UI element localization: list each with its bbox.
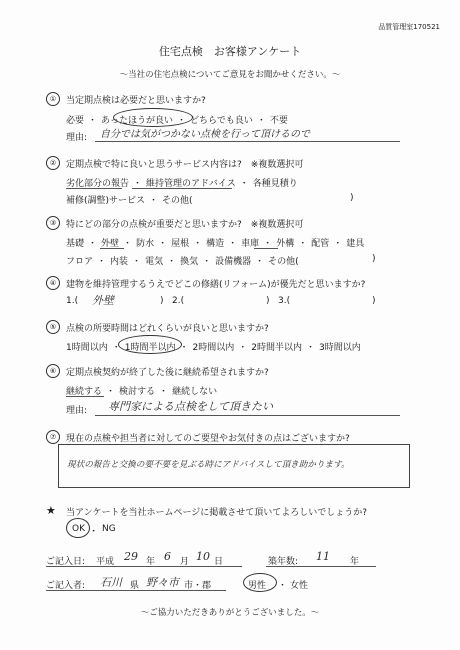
separator-dot: ・: [176, 116, 186, 126]
gender-selection-mark: [243, 573, 277, 592]
separator-dot: ・: [239, 179, 249, 189]
q3-wall-underline: [100, 248, 124, 249]
q6-reason-underline: [95, 415, 400, 416]
q3-option-floor[interactable]: フロア: [66, 257, 94, 267]
page-title: 住宅点検 お客様アンケート: [158, 45, 302, 58]
date-month-unit: 月: [180, 557, 190, 567]
separator-dot: ・: [133, 179, 143, 189]
building-age-value[interactable]: 11: [316, 550, 330, 563]
q5-option-3h[interactable]: 3時間以内: [319, 343, 361, 353]
q3-option-structure[interactable]: 構造: [206, 239, 225, 249]
writer-label: ご記入者:: [46, 581, 86, 591]
separator-dot: ・: [89, 527, 99, 537]
date-day-unit: 日: [214, 557, 224, 567]
date-month-value[interactable]: 6: [164, 550, 171, 563]
separator-dot: ・: [97, 257, 107, 267]
separator-dot: ・: [106, 387, 116, 397]
q6-option-discontinue[interactable]: 継続しない: [172, 387, 218, 397]
q2-options-line2: [66, 193, 193, 206]
q4-slot1-open: 1.(: [66, 296, 79, 306]
separator-dot: ・: [159, 387, 169, 397]
q4-slot1-close: ): [160, 296, 164, 306]
date-year-unit: 年: [146, 557, 156, 567]
separator-dot: ・: [158, 239, 168, 249]
building-age-unit: 年: [350, 557, 360, 567]
thanks-message: ～ご協力いただきありがとうございました。～: [140, 608, 320, 618]
q1-reason-underline: [95, 141, 400, 142]
q3-option-waterproof[interactable]: 防水: [136, 239, 155, 249]
city-value[interactable]: 野々市: [146, 576, 179, 589]
separator-dot: ・: [123, 239, 133, 249]
q1-option-unneeded[interactable]: 不要: [269, 116, 288, 126]
separator-dot: ・: [305, 343, 315, 353]
address-underline: [46, 590, 226, 591]
separator-dot: ・: [255, 257, 265, 267]
q4-question: 建物を維持管理するうえでどこの修繕(リフォーム)が優先だと思いますか?: [66, 280, 366, 290]
q7-answer-text: 現状の報告と交換の要不要を見ぶる時にアドバイスして頂き助かります。: [67, 460, 350, 470]
gender-female[interactable]: 女性: [290, 581, 309, 591]
q3-option-fittings[interactable]: 建具: [346, 239, 365, 249]
q5-option-2-5h[interactable]: 2時間半以内: [251, 343, 302, 353]
q2-advice-underline: [132, 188, 232, 189]
q1-option-either[interactable]: どちらでも良い: [189, 116, 253, 126]
separator-dot: ・: [298, 239, 308, 249]
q3-option-equipment[interactable]: 設備機器: [215, 257, 252, 267]
q1-reason-answer[interactable]: 自分では気がつかない点検を行って頂けるので: [100, 129, 310, 140]
q4-slot2-close: ): [266, 296, 270, 306]
date-underline: [46, 566, 242, 567]
separator-dot: ・: [202, 257, 212, 267]
q5-number: ⑤: [46, 320, 60, 334]
q2-question: 定期点検で特に良いと思うサービス内容は? ※複数選択可: [66, 160, 304, 170]
star-icon: ★: [46, 504, 56, 517]
q4-slot3-open: 3.(: [278, 296, 291, 306]
building-age-underline: [266, 566, 376, 567]
q3-other-close: ): [372, 254, 376, 264]
q3-option-piping[interactable]: 配管: [311, 239, 330, 249]
q4-answer1[interactable]: 外壁: [92, 294, 114, 307]
page-subtitle: ～当社の住宅点検についてご意見をお聞かせください。～: [119, 70, 341, 80]
separator-dot: ・: [88, 239, 98, 249]
separator-dot: ・: [238, 343, 248, 353]
separator-dot: ・: [193, 239, 203, 249]
prefecture-value[interactable]: 石川: [100, 576, 122, 589]
q5-option-1h[interactable]: 1時間以内: [66, 343, 108, 353]
q2-number: ②: [46, 156, 60, 170]
q6-continue-underline: [66, 396, 104, 397]
q5-option-1-5h[interactable]: 1時間半以内: [124, 343, 176, 353]
separator-dot: ・: [256, 116, 266, 126]
q2-report-underline: [66, 188, 122, 189]
q2-option-report[interactable]: 劣化部分の報告: [66, 179, 130, 189]
q4-slot2-open: 2.(: [172, 296, 185, 306]
q3-option-ventilation[interactable]: 換気: [180, 257, 199, 267]
q7-question: 現在の点検や担当者に対してのご要望やお気付きの点はございますか?: [66, 434, 350, 444]
separator-dot: ・: [179, 343, 189, 353]
q5-option-2h[interactable]: 2時間以内: [192, 343, 235, 353]
q3-option-garage[interactable]: 車庫: [241, 239, 260, 249]
q4-number: ④: [46, 276, 60, 290]
control-number: 品質管理室170521: [378, 23, 440, 31]
separator-dot: ・: [132, 257, 142, 267]
q5-question: 点検の所要時間はどれくらいが良いと思いますか?: [66, 324, 269, 334]
date-label: ご記入日:: [46, 557, 86, 567]
gender-male[interactable]: 男性: [248, 581, 267, 591]
q3-option-interior[interactable]: 内装: [110, 257, 129, 267]
q3-option-foundation[interactable]: 基礎: [66, 239, 85, 249]
q8-selection-mark: [66, 518, 90, 538]
q6-reason-answer[interactable]: 専門家による点検をして頂きたい: [108, 400, 273, 413]
q4-slot3-close: ): [372, 296, 376, 306]
separator-dot: ・: [149, 196, 159, 206]
separator-dot: ・: [111, 343, 121, 353]
separator-dot: ・: [88, 116, 98, 126]
q2-option-estimate[interactable]: 各種見積り: [252, 179, 298, 189]
separator-dot: ・: [228, 239, 238, 249]
building-age-label: 築年数:: [268, 557, 299, 567]
q1-question: 当定期点検は必要だと思いますか?: [66, 96, 206, 106]
q6-reason-label: 理由:: [66, 406, 88, 416]
q6-number: ⑥: [46, 364, 60, 378]
q5-options: [66, 340, 361, 353]
q3-garage-underline: [254, 248, 278, 249]
q2-option-repair[interactable]: 補修(調整)サービス: [66, 196, 146, 206]
separator-dot: ・: [278, 581, 288, 591]
q1-number: ①: [46, 92, 60, 106]
date-era: 平成: [96, 557, 115, 567]
q3-question: 特にどの部分の点検が重要だと思いますか? ※複数選択可: [66, 220, 304, 230]
q7-number: ⑦: [46, 430, 60, 444]
q6-option-consider[interactable]: 検討する: [119, 387, 156, 397]
q6-option-continue[interactable]: 継続する: [66, 387, 103, 397]
date-day-value[interactable]: 10: [196, 550, 210, 563]
q2-option-other[interactable]: その他(: [162, 196, 193, 206]
q2-other-close: ): [350, 193, 354, 203]
q3-options-line2: [66, 254, 299, 267]
q1-option-better[interactable]: あったほうが良い: [101, 116, 173, 126]
date-year-value[interactable]: 29: [124, 550, 138, 563]
separator-dot: ・: [333, 239, 343, 249]
q1-option-required[interactable]: 必要: [66, 116, 85, 126]
q7-answer-box[interactable]: [58, 444, 410, 488]
q8-option-ok[interactable]: OK: [72, 524, 85, 534]
q8-question: 当アンケートを当社ホームページに掲載させて頂いてよろしいでしょうか?: [66, 508, 368, 518]
city-unit: 市・郡: [184, 581, 212, 591]
q3-option-exterior-wall[interactable]: 外壁: [101, 239, 120, 249]
separator-dot: ・: [263, 239, 273, 249]
q3-option-other[interactable]: その他(: [268, 257, 299, 267]
q3-option-electric[interactable]: 電気: [145, 257, 164, 267]
q3-number: ③: [46, 216, 60, 230]
separator-dot: ・: [167, 257, 177, 267]
prefecture-unit: 県: [130, 581, 140, 591]
q3-option-exterior[interactable]: 外構: [276, 239, 295, 249]
q6-question: 定期点検契約が終了した後に継続希望されますか?: [66, 368, 269, 378]
q5-selection-mark: [118, 335, 182, 354]
q8-option-ng[interactable]: NG: [102, 524, 116, 534]
q3-option-roof[interactable]: 屋根: [171, 239, 190, 249]
q2-option-advice[interactable]: 維持管理のアドバイス: [146, 179, 236, 189]
q1-reason-label: 理由:: [66, 133, 88, 143]
